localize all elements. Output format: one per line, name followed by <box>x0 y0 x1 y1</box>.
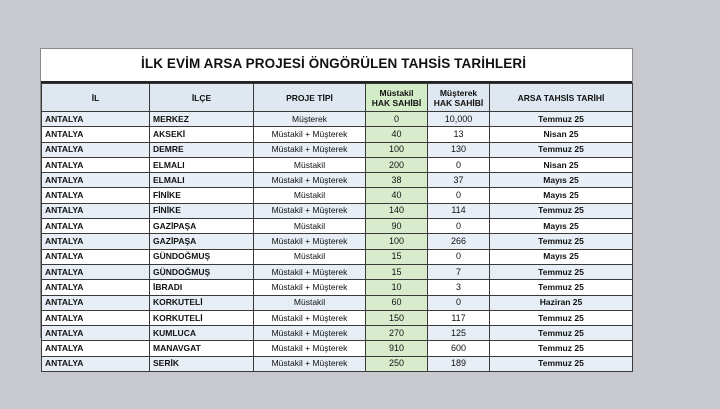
cell-musterek-hak-sahibi: 37 <box>428 173 490 188</box>
cell-musterek-hak-sahibi: 0 <box>428 188 490 203</box>
cell-ilce: FİNİKE <box>150 188 254 203</box>
cell-arsa-tahsis-tarihi: Mayıs 25 <box>490 249 633 264</box>
table-row <box>42 326 633 341</box>
table-row <box>42 112 633 127</box>
cell-proje-tipi: Müstakil + Müşterek <box>254 310 366 325</box>
title-bar <box>41 49 632 83</box>
cell-mustakil-hak-sahibi: 15 <box>366 249 428 264</box>
header-mustakil-line1: Müstakil <box>379 87 414 98</box>
cell-ilce: DEMRE <box>150 142 254 157</box>
cell-proje-tipi: Müstakil + Müşterek <box>254 203 366 218</box>
table-row <box>42 219 633 234</box>
table-row <box>42 295 633 310</box>
cell-mustakil-hak-sahibi: 0 <box>366 112 428 127</box>
cell-musterek-hak-sahibi: 3 <box>428 280 490 295</box>
cell-proje-tipi: Müstakil + Müşterek <box>254 356 366 371</box>
cell-arsa-tahsis-tarihi: Temmuz 25 <box>490 310 633 325</box>
cell-il: ANTALYA <box>42 127 150 142</box>
cell-proje-tipi: Müşterek <box>254 112 366 127</box>
table-row <box>42 188 633 203</box>
table-row <box>42 142 633 157</box>
cell-ilce: GAZİPAŞA <box>150 234 254 249</box>
header-mustakil-hak-sahibi <box>366 84 428 112</box>
table-row <box>42 173 633 188</box>
cell-proje-tipi: Müstakil <box>254 157 366 172</box>
cell-ilce: KORKUTELİ <box>150 310 254 325</box>
table-row <box>42 264 633 279</box>
cell-arsa-tahsis-tarihi: Nisan 25 <box>490 127 633 142</box>
cell-ilce: AKSEKİ <box>150 127 254 142</box>
cell-mustakil-hak-sahibi: 140 <box>366 203 428 218</box>
cell-il: ANTALYA <box>42 157 150 172</box>
spreadsheet-sheet <box>40 48 633 369</box>
cell-proje-tipi: Müstakil + Müşterek <box>254 341 366 356</box>
cell-arsa-tahsis-tarihi: Temmuz 25 <box>490 203 633 218</box>
table-row <box>42 203 633 218</box>
cell-mustakil-hak-sahibi: 270 <box>366 326 428 341</box>
cell-proje-tipi: Müstakil + Müşterek <box>254 326 366 341</box>
cell-il: ANTALYA <box>42 280 150 295</box>
cell-proje-tipi: Müstakil + Müşterek <box>254 280 366 295</box>
cell-mustakil-hak-sahibi: 40 <box>366 188 428 203</box>
header-ilce: İLÇE <box>150 84 254 112</box>
cell-il: ANTALYA <box>42 326 150 341</box>
cell-musterek-hak-sahibi: 10,000 <box>428 112 490 127</box>
cell-arsa-tahsis-tarihi: Temmuz 25 <box>490 356 633 371</box>
cell-proje-tipi: Müstakil <box>254 219 366 234</box>
cell-musterek-hak-sahibi: 117 <box>428 310 490 325</box>
header-il: İL <box>42 84 150 112</box>
cell-musterek-hak-sahibi: 0 <box>428 157 490 172</box>
header-row <box>42 84 633 112</box>
cell-il: ANTALYA <box>42 142 150 157</box>
cell-arsa-tahsis-tarihi: Temmuz 25 <box>490 326 633 341</box>
cell-ilce: GÜNDOĞMUŞ <box>150 249 254 264</box>
cell-ilce: İBRADI <box>150 280 254 295</box>
cell-musterek-hak-sahibi: 266 <box>428 234 490 249</box>
cell-musterek-hak-sahibi: 125 <box>428 326 490 341</box>
cell-musterek-hak-sahibi: 7 <box>428 264 490 279</box>
cell-musterek-hak-sahibi: 189 <box>428 356 490 371</box>
cell-mustakil-hak-sahibi: 250 <box>366 356 428 371</box>
header-musterek-line2: HAK SAHİBİ <box>433 97 484 108</box>
cell-musterek-hak-sahibi: 114 <box>428 203 490 218</box>
header-musterek-line1: Müşterek <box>439 87 478 98</box>
cell-il: ANTALYA <box>42 203 150 218</box>
cell-ilce: SERİK <box>150 356 254 371</box>
cell-mustakil-hak-sahibi: 910 <box>366 341 428 356</box>
cell-arsa-tahsis-tarihi: Temmuz 25 <box>490 264 633 279</box>
cell-proje-tipi: Müstakil + Müşterek <box>254 142 366 157</box>
cell-il: ANTALYA <box>42 295 150 310</box>
cell-ilce: KUMLUCA <box>150 326 254 341</box>
cell-proje-tipi: Müstakil <box>254 188 366 203</box>
cell-ilce: FİNİKE <box>150 203 254 218</box>
cell-arsa-tahsis-tarihi: Temmuz 25 <box>490 142 633 157</box>
cell-arsa-tahsis-tarihi: Temmuz 25 <box>490 280 633 295</box>
cell-il: ANTALYA <box>42 249 150 264</box>
cell-musterek-hak-sahibi: 130 <box>428 142 490 157</box>
cell-arsa-tahsis-tarihi: Mayıs 25 <box>490 219 633 234</box>
cell-mustakil-hak-sahibi: 200 <box>366 157 428 172</box>
cell-il: ANTALYA <box>42 173 150 188</box>
table-row <box>42 310 633 325</box>
cell-mustakil-hak-sahibi: 40 <box>366 127 428 142</box>
cell-il: ANTALYA <box>42 219 150 234</box>
cell-ilce: KORKUTELİ <box>150 295 254 310</box>
sheet-title: İLK EVİM ARSA PROJESİ ÖNGÖRÜLEN TAHSİS TARİHLERİ <box>141 56 527 71</box>
cell-proje-tipi: Müstakil + Müşterek <box>254 127 366 142</box>
cell-proje-tipi: Müstakil + Müşterek <box>254 173 366 188</box>
cell-ilce: GÜNDOĞMUŞ <box>150 264 254 279</box>
cell-mustakil-hak-sahibi: 150 <box>366 310 428 325</box>
cell-proje-tipi: Müstakil + Müşterek <box>254 234 366 249</box>
cell-arsa-tahsis-tarihi: Haziran 25 <box>490 295 633 310</box>
cell-arsa-tahsis-tarihi: Temmuz 25 <box>490 341 633 356</box>
cell-il: ANTALYA <box>42 341 150 356</box>
table-row <box>42 341 633 356</box>
cell-il: ANTALYA <box>42 234 150 249</box>
cell-musterek-hak-sahibi: 600 <box>428 341 490 356</box>
cell-proje-tipi: Müstakil <box>254 295 366 310</box>
header-proje-tipi: PROJE TİPİ <box>254 84 366 112</box>
cell-musterek-hak-sahibi: 0 <box>428 249 490 264</box>
cell-mustakil-hak-sahibi: 15 <box>366 264 428 279</box>
table-row <box>42 249 633 264</box>
cell-ilce: ELMALI <box>150 173 254 188</box>
cell-mustakil-hak-sahibi: 100 <box>366 142 428 157</box>
allocation-table <box>41 83 633 372</box>
cell-proje-tipi: Müstakil <box>254 249 366 264</box>
table-row <box>42 234 633 249</box>
cell-mustakil-hak-sahibi: 90 <box>366 219 428 234</box>
cell-mustakil-hak-sahibi: 10 <box>366 280 428 295</box>
header-mustakil-line2: HAK SAHİBİ <box>371 97 422 108</box>
table-row <box>42 157 633 172</box>
cell-ilce: MANAVGAT <box>150 341 254 356</box>
header-musterek-hak-sahibi <box>428 84 490 112</box>
cell-musterek-hak-sahibi: 0 <box>428 295 490 310</box>
cell-il: ANTALYA <box>42 188 150 203</box>
cell-il: ANTALYA <box>42 310 150 325</box>
cell-musterek-hak-sahibi: 0 <box>428 219 490 234</box>
cell-ilce: ELMALI <box>150 157 254 172</box>
table-row <box>42 127 633 142</box>
cell-arsa-tahsis-tarihi: Mayıs 25 <box>490 173 633 188</box>
cell-ilce: GAZİPAŞA <box>150 219 254 234</box>
cell-arsa-tahsis-tarihi: Temmuz 25 <box>490 112 633 127</box>
cell-mustakil-hak-sahibi: 60 <box>366 295 428 310</box>
cell-il: ANTALYA <box>42 112 150 127</box>
cell-il: ANTALYA <box>42 264 150 279</box>
cell-arsa-tahsis-tarihi: Nisan 25 <box>490 157 633 172</box>
cell-arsa-tahsis-tarihi: Temmuz 25 <box>490 234 633 249</box>
table-row <box>42 356 633 371</box>
table-row <box>42 280 633 295</box>
cell-ilce: MERKEZ <box>150 112 254 127</box>
cell-mustakil-hak-sahibi: 38 <box>366 173 428 188</box>
cell-mustakil-hak-sahibi: 100 <box>366 234 428 249</box>
cell-musterek-hak-sahibi: 13 <box>428 127 490 142</box>
cell-il: ANTALYA <box>42 356 150 371</box>
cell-proje-tipi: Müstakil + Müşterek <box>254 264 366 279</box>
header-arsa-tahsis-tarihi: ARSA TAHSİS TARİHİ <box>490 84 633 112</box>
table-body <box>42 112 633 372</box>
cell-arsa-tahsis-tarihi: Mayıs 25 <box>490 188 633 203</box>
